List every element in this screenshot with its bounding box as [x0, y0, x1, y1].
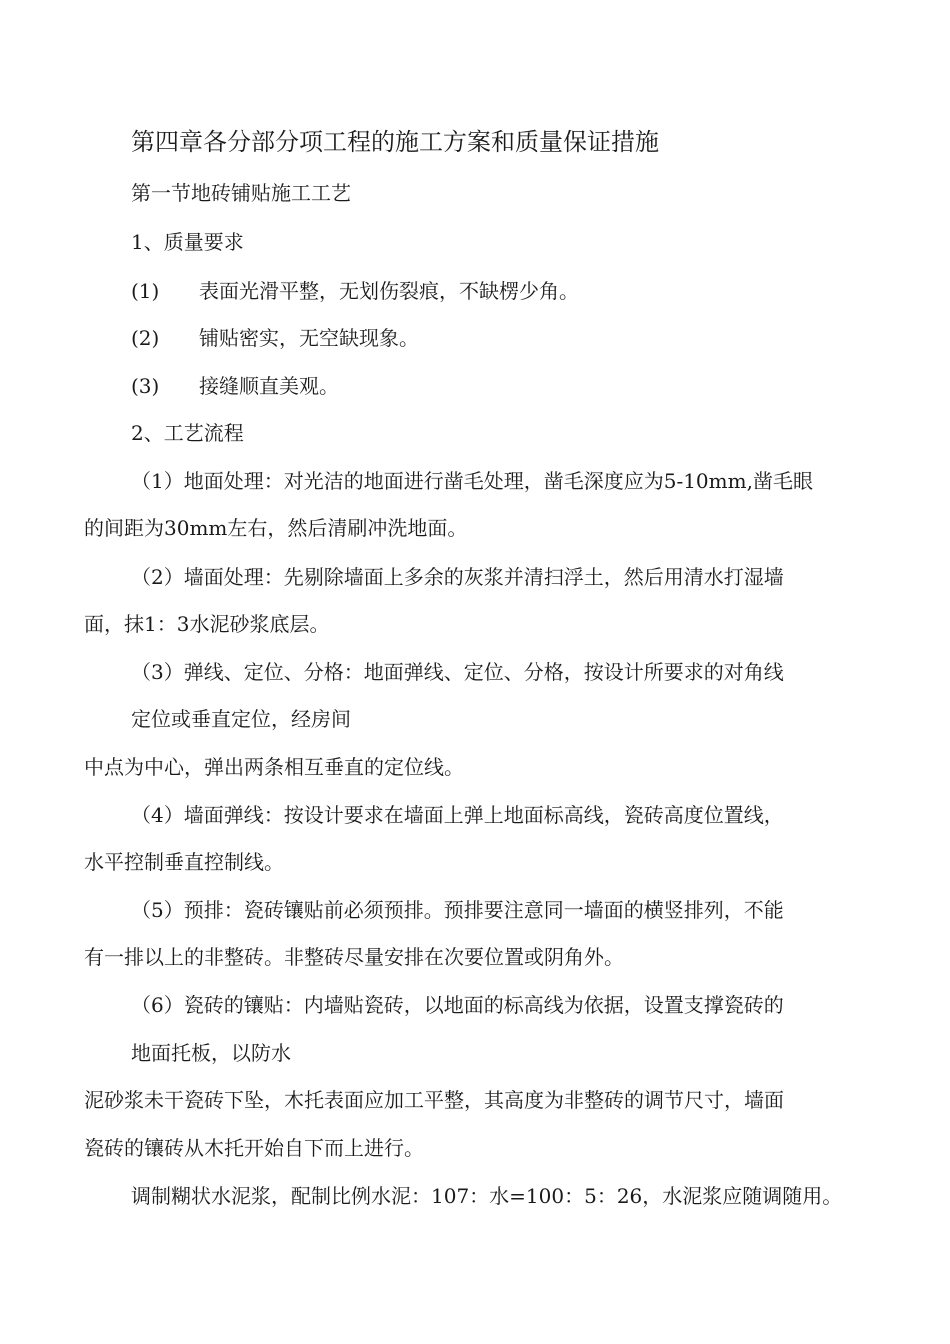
- paragraph-line: 调制糊状水泥浆，配制比例水泥：107：水=100：5：26，水泥浆应随调随用。: [131, 1184, 843, 1208]
- quality-item-number: (3): [131, 374, 160, 398]
- quality-item-text: 表面光滑平整，无划伤裂痕，不缺楞少角。: [199, 279, 579, 303]
- quality-item: [131, 279, 579, 303]
- paragraph-line: 有一排以上的非整砖。非整砖尽量安排在次要位置或阴角外。: [84, 945, 624, 969]
- paragraph-line: 瓷砖的镶砖从木托开始自下而上进行。: [84, 1136, 424, 1160]
- quality-item-number: (2): [131, 326, 160, 350]
- section-title: 第一节地砖铺贴施工工艺: [131, 181, 351, 205]
- paragraph-line: （3）弹线、定位、分格：地面弹线、定位、分格，按设计所要求的对角线: [131, 660, 784, 684]
- paragraph-line: 地面托板，以防水: [131, 1041, 291, 1065]
- quality-item-number: (1): [131, 279, 160, 303]
- process-heading: 2、工艺流程: [131, 421, 244, 445]
- paragraph-line: （1）地面处理：对光洁的地面进行凿毛处理，凿毛深度应为5-10mm,凿毛眼: [131, 469, 813, 493]
- paragraph-line: （6）瓷砖的镶贴：内墙贴瓷砖，以地面的标高线为依据，设置支撑瓷砖的: [131, 993, 784, 1017]
- paragraph-line: 中点为中心，弹出两条相互垂直的定位线。: [84, 755, 464, 779]
- paragraph-line: 定位或垂直定位，经房间: [131, 707, 351, 731]
- paragraph-line: 面，抹1：3水泥砂浆底层。: [84, 612, 330, 636]
- quality-item: [131, 326, 419, 350]
- quality-heading: 1、质量要求: [131, 230, 244, 254]
- paragraph-line: 的间距为30mm左右，然后清刷冲洗地面。: [84, 516, 468, 540]
- chapter-title: 第四章各分部分项工程的施工方案和质量保证措施: [131, 128, 659, 156]
- paragraph-line: 水平控制垂直控制线。: [84, 850, 284, 874]
- paragraph-line: （5）预排：瓷砖镶贴前必须预排。预排要注意同一墙面的横竖排列，不能: [131, 898, 784, 922]
- quality-item-text: 接缝顺直美观。: [199, 374, 339, 398]
- paragraph-line: 泥砂浆未干瓷砖下坠，木托表面应加工平整，其高度为非整砖的调节尺寸，墙面: [84, 1088, 784, 1112]
- paragraph-line: （4）墙面弹线：按设计要求在墙面上弹上地面标高线，瓷砖高度位置线，: [131, 803, 784, 827]
- quality-item: [131, 374, 339, 398]
- quality-item-text: 铺贴密实，无空缺现象。: [199, 326, 419, 350]
- paragraph-line: （2）墙面处理：先剔除墙面上多余的灰浆并清扫浮土，然后用清水打湿墙: [131, 565, 784, 589]
